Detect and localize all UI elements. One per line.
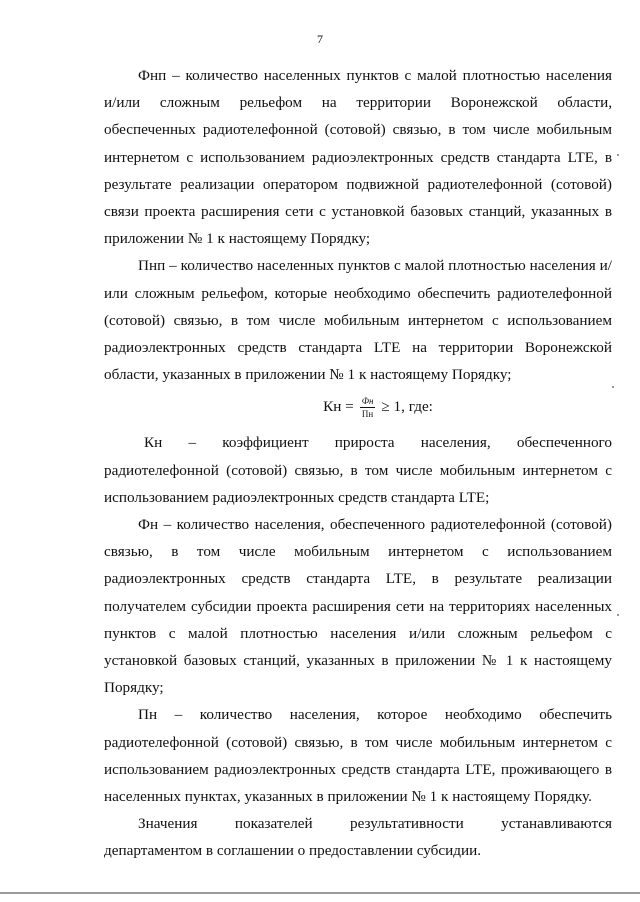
formula-denominator: Пн [361,408,374,419]
scan-artifact [617,154,619,156]
paragraph-kn-definition: Кн – коэффициент прироста населения, обеспеченного радиотелефонной (сотовой) связью, в том числе мобильным интернетом с использованием радиоэлектронных средств стандарта LTE; [104,434,612,506]
document-body [104,62,612,865]
formula-numerator: Фн [361,395,374,406]
formula-rhs: ≥ 1, где: [381,398,433,416]
paragraph-pn-definition: Пн – количество населения, которое необходимо обеспечить радиотелефонной (сотовой) связью, в том числе мобильным интернетом с использованием радиоэлектронных средств стандарта LTE, проживающего в населенных пунктах, указанных в приложении № 1 к настоящему Порядку. [104,706,612,806]
paragraph-fn-definition: Фн – количество населения, обеспеченного радиотелефонной (сотовой) связью, в том числе мобильным интернетом с использованием радиоэлектронных средств стандарта LTE, в результате реализации получателем субсидии проекта расширения сети на территориях населенных пунктов с малой плотностью населения и/или сложным рельефом с установкой базовых станций, указанных в приложении № 1 к настоящему Порядку; [104,516,612,697]
scan-artifact [612,386,614,388]
formula-lhs: Кн = [323,398,354,416]
paragraph-indicator-values: Значения показателей результативности устанавливаются департаментом в соглашении о предоставлении субсидии. [104,815,612,860]
formula-kn [104,391,612,423]
formula-fraction [360,396,376,419]
paragraph-fnp-definition: Фнп – количество населенных пунктов с малой плотностью населения и/или сложным рельефом на территории Воронежской области, обеспеченных радиотелефонной (сотовой) связью, в том числе мобильным интернетом с использованием радиоэлектронных средств стандарта LTE, в результате реализации оператором подвижной радиотелефонной (сотовой) связи проекта расширения сети с установкой базовых станций, указанных в приложении № 1 к настоящему Порядку; [104,67,612,248]
paragraph-pnp-definition: Пнп – количество населенных пунктов с малой плотностью населения и/или сложным рельефом, которые необходимо обеспечить радиотелефонной (сотовой) связью, в том числе мобильным интернетом с использованием радиоэлектронных средств стандарта LTE на территории Воронежской области, указанных в приложении № 1 к настоящему Порядку; [104,257,612,384]
page-bottom-edge [0,892,640,894]
scan-artifact [617,614,619,616]
page-number: 7 [317,32,323,46]
